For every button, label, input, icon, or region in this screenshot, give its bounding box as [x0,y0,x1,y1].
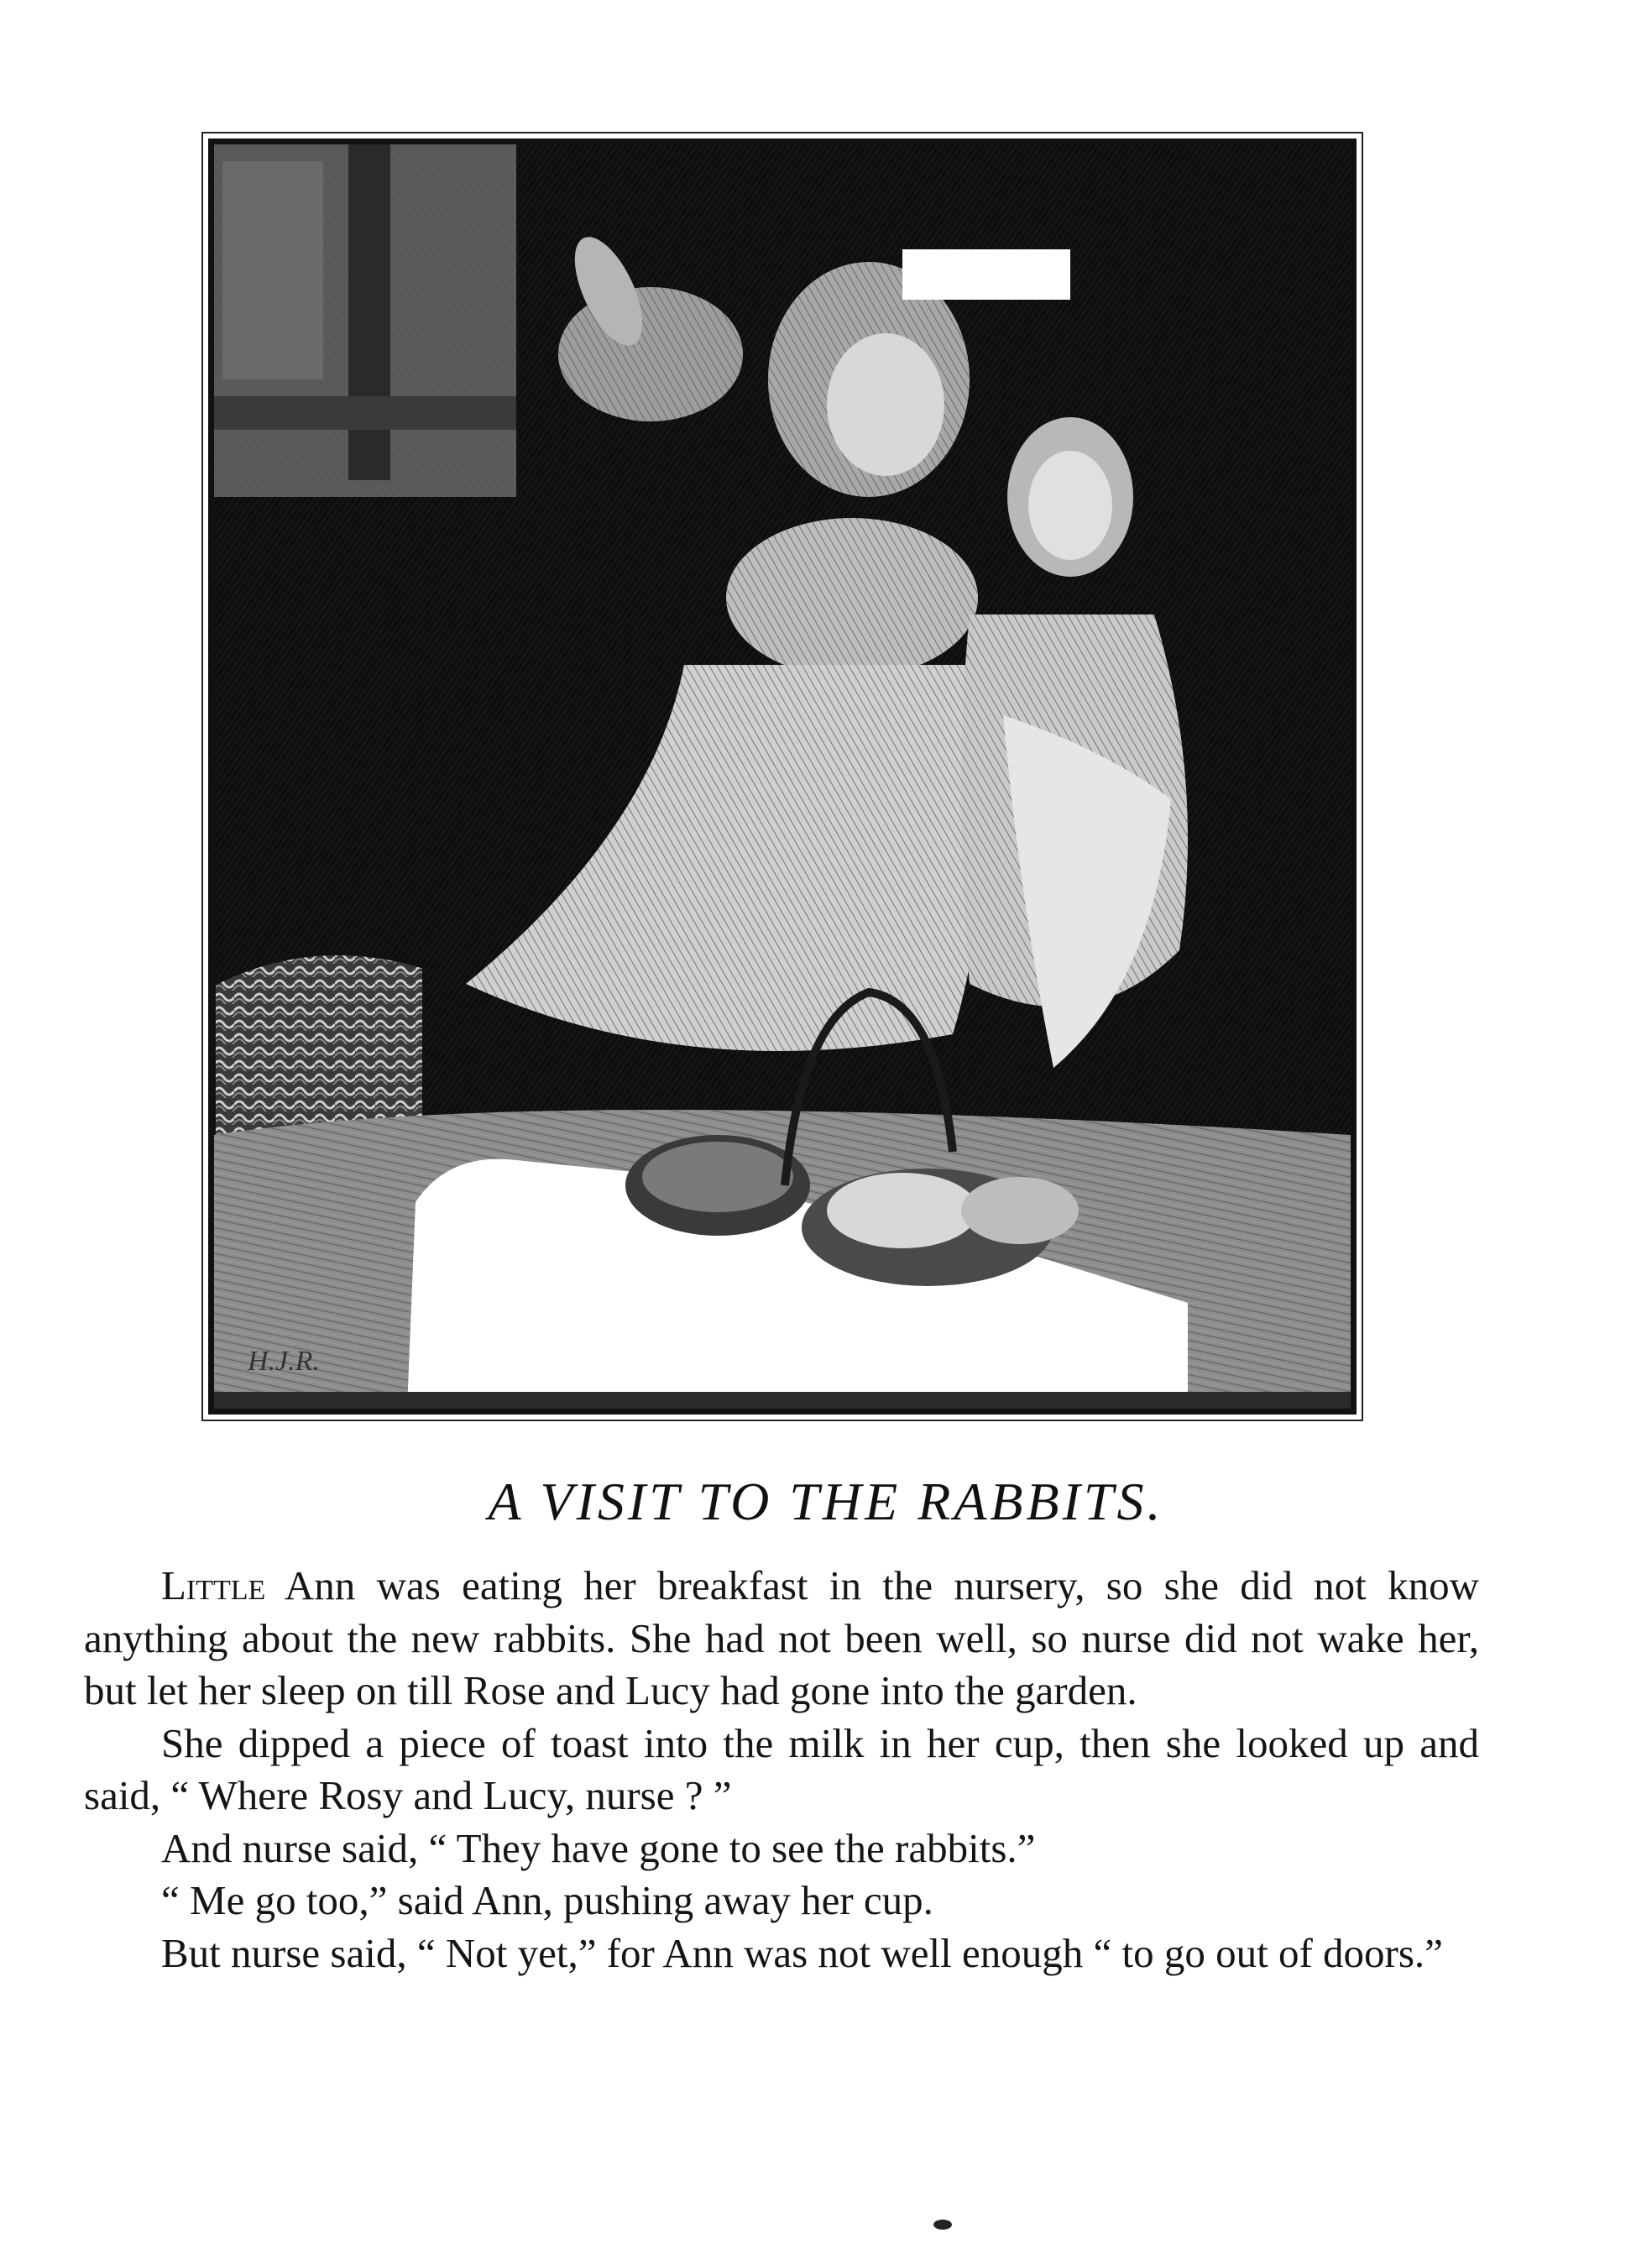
paragraph-5: But nurse said, “ Not yet,” for Ann was not well enough “ to go out of doors.” [161,1929,1443,1976]
lead-word: Little [161,1562,266,1608]
page-ink-mark [933,2220,952,2230]
engraving-illustration [208,139,1357,1415]
paragraph-text: Ann was eating her breakfast in the nursery, so she did not know anything about the new rabbits. She had not been well, so nurse did not wake her, but let her sleep on till Rose and Lucy had gone into the garden. [84,1562,1479,1713]
illustration-caption: A VISIT TO THE RABBITS. [488,1472,1164,1531]
paragraph-4: “ Me go too,” said Ann, pushing away her cup. [161,1877,933,1923]
artist-signature: H.J.R. [248,1346,320,1377]
rabbits-engraving-image [214,144,1351,1409]
paragraph-1 [84,1560,1479,1718]
paragraph-2: She dipped a piece of toast into the milk in her cup, then she looked up and said, “ Where Rosy and Lucy, nurse ? ” [84,1719,1479,1818]
story-text [84,1560,1479,1979]
paragraph-3: And nurse said, “ They have gone to see the rabbits.” [161,1824,1036,1871]
